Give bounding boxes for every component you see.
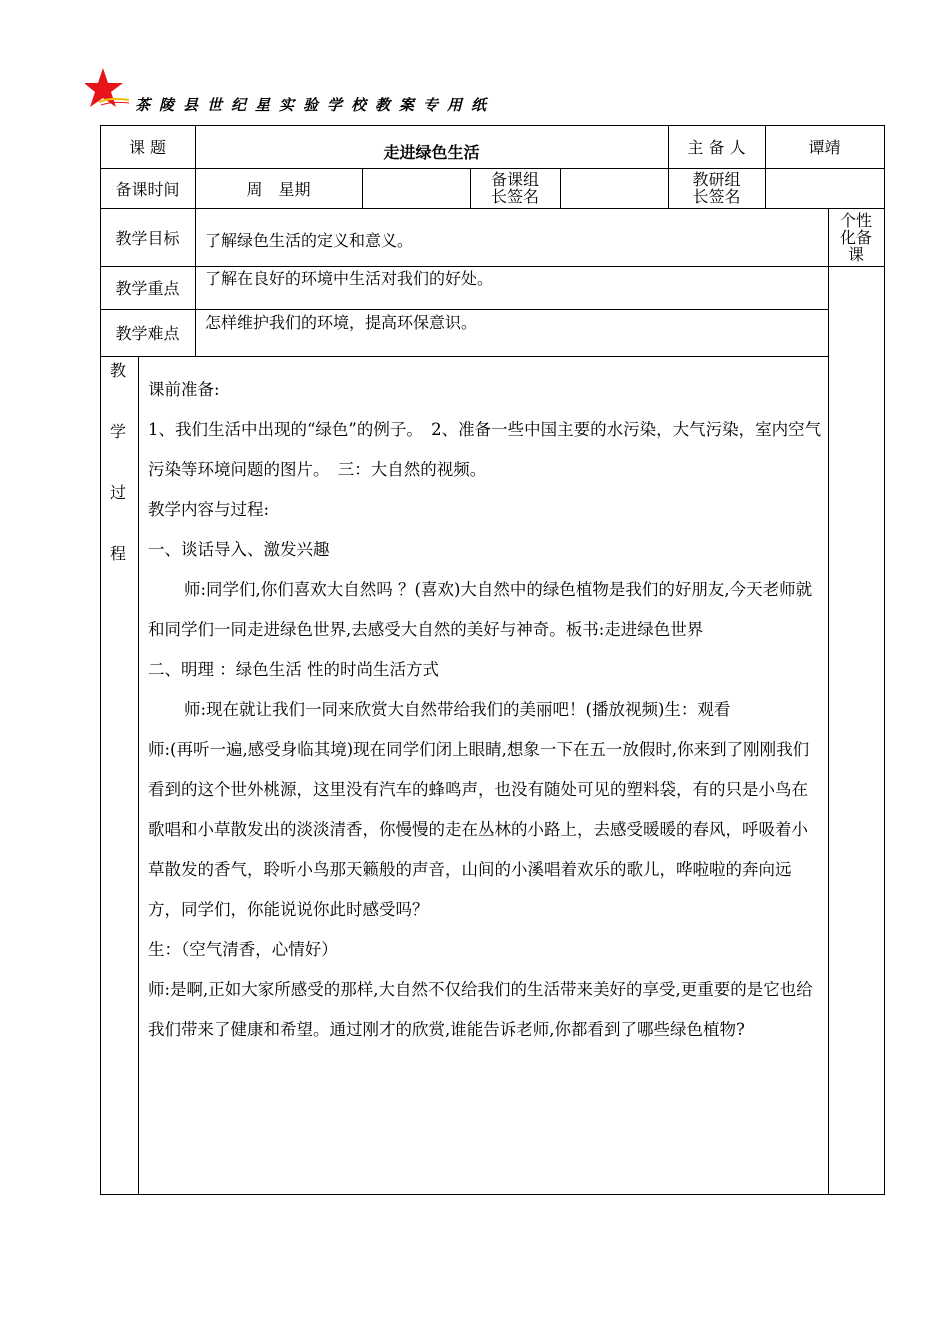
topic-label: 课 题 xyxy=(128,138,167,157)
content-line: 师:是啊,正如大家所感受的那样,大自然不仅给我们的生活带来美好的享受,更重要的是它也给我们带来了健康和希望。通过刚才的欣赏,谁能告诉老师,你都看到了哪些绿色植物? xyxy=(148,980,813,1039)
content-line: 师:同学们,你们喜欢大自然吗 ？(喜欢)大自然中的绿色植物是我们的好朋友,今天老师就和同学们一同走进绿色世界,去感受大自然的美好与神奇。板书:走进绿色世界 xyxy=(148,580,813,639)
page-header xyxy=(85,64,885,124)
process-label: 教 学 过 程 xyxy=(110,361,127,563)
content-line: 二、明理 ：绿色生活 性的时尚生活方式 xyxy=(148,660,439,679)
school-name: 茶陵县世纪星实验学校教案专用纸 xyxy=(135,96,496,114)
content-line: 生：（空气清香，心情好） xyxy=(148,940,338,959)
star-logo-icon xyxy=(85,64,135,114)
group-leader-signature-label: 备课组 长签名 xyxy=(490,170,539,206)
content-line: 师:现在就让我们一同来欣赏大自然带给我们的美丽吧！(播放视频)生：观看 xyxy=(184,700,731,719)
time-label: 备课时间 xyxy=(115,179,180,199)
content-line: 课前准备: xyxy=(148,380,220,399)
content-line: 师:(再听一遍,感受身临其境)现在同学们闭上眼睛,想象一下在五一放假时,你来到了刚刚我们看到的这个世外桃源，这里没有汽车的蜂鸣声，也没有随处可见的塑料袋，有的只是小鸟在歌唱和小草散发出的淡淡清香，你慢慢的走在丛林的小路上，去感受暖暖的春风，呼吸着小草散发的香气，聆听小鸟那天籁般的声音，山间的小溪唱着欢乐的歌儿，哗啦啦的奔向远方，同学们，你能说说你此时感受吗？ xyxy=(148,740,810,919)
content-line: 一、谈话导入、激发兴趣 xyxy=(148,540,330,559)
research-leader-signature-label: 教研组 长签名 xyxy=(692,170,741,206)
topic-value: 走进绿色生活 xyxy=(383,143,480,162)
key-point-value: 了解在良好的环境中生活对我们的好处。 xyxy=(205,269,494,288)
personalized-prep-label: 个性 化备 课 xyxy=(839,210,872,264)
lead-label: 主 备 人 xyxy=(687,138,746,157)
lesson-content xyxy=(148,370,823,1050)
lead-value: 谭靖 xyxy=(808,138,841,157)
difficulty-label: 教学难点 xyxy=(115,324,180,343)
difficulty-value: 怎样维护我们的环境，提高环保意识。 xyxy=(205,313,478,332)
content-line: 教学内容与过程: xyxy=(148,500,270,519)
content-line: 1、我们生活中出现的“绿色”的例子。 2、准备一些中国主要的水污染，大气污染，室内空气污染等环境问题的图片。 三：大自然的视频。 xyxy=(148,420,822,479)
goal-value: 了解绿色生活的定义和意义。 xyxy=(205,231,414,250)
time-value: 周 星期 xyxy=(246,179,311,199)
goal-label: 教学目标 xyxy=(115,228,180,248)
key-point-label: 教学重点 xyxy=(115,279,180,298)
